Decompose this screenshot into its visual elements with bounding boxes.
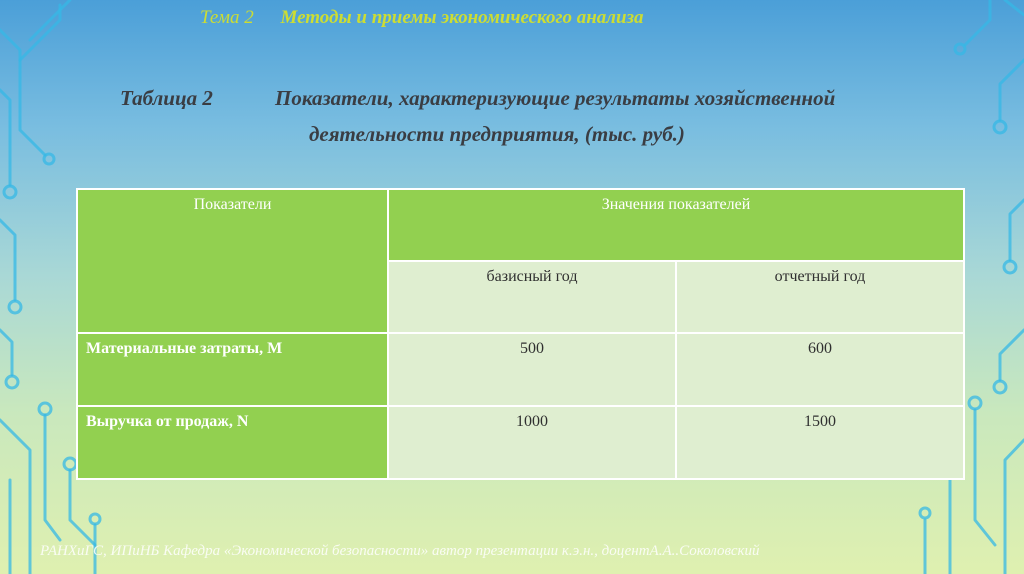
caption-line-2: деятельности предприятия, (тыс. руб.) — [309, 122, 685, 146]
topic-heading — [200, 7, 820, 29]
row-base-value: 500 — [388, 333, 676, 406]
table-caption — [120, 80, 980, 152]
header-values: Значения показателей — [388, 189, 964, 261]
topic-label: Тема 2 — [200, 7, 254, 28]
indicators-table — [76, 188, 965, 480]
subheader-base-year: базисный год — [388, 261, 676, 333]
table-number: Таблица 2 — [120, 86, 213, 110]
row-label: Выручка от продаж, N — [77, 406, 388, 479]
topic-title: Методы и приемы экономического анализа — [280, 7, 644, 28]
subheader-report-year: отчетный год — [676, 261, 964, 333]
table-row — [77, 406, 964, 479]
row-report-value: 600 — [676, 333, 964, 406]
footer-credits: РАНХиГС, ИПиНБ Кафедра «Экономической безопасности» автор презентации к.э.н., доцентА.А..Соколовский — [40, 543, 760, 559]
header-indicators: Показатели — [77, 189, 388, 333]
caption-line-1: Показатели, характеризующие результаты хозяйственной — [275, 86, 836, 110]
row-base-value: 1000 — [388, 406, 676, 479]
table-row — [77, 333, 964, 406]
row-report-value: 1500 — [676, 406, 964, 479]
row-label: Материальные затраты, М — [77, 333, 388, 406]
